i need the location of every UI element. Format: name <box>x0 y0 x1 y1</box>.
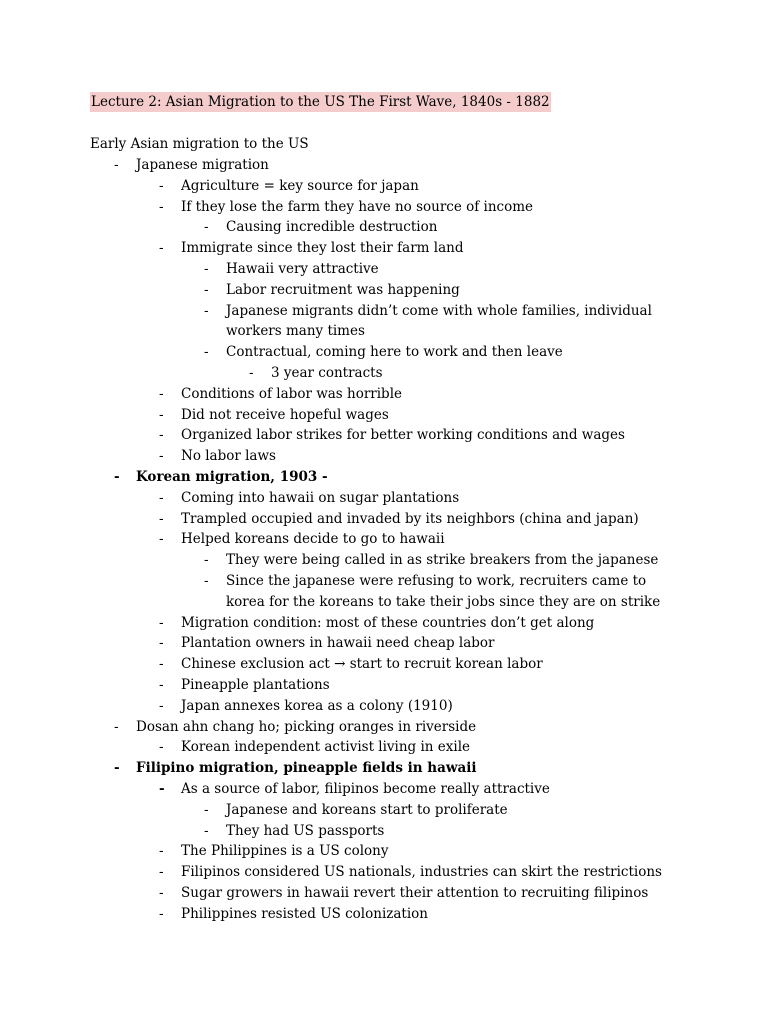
outline-item <box>0 176 768 197</box>
outline-list <box>0 155 768 924</box>
bullet-dash: - <box>204 801 209 818</box>
bullet-dash: - <box>114 760 120 777</box>
bullet-dash: - <box>114 157 119 173</box>
bullet-dash: - <box>159 843 164 860</box>
outline-item <box>0 571 686 613</box>
bullet-dash: - <box>159 510 164 527</box>
outline-item-text: If they lose the farm they have no source of income <box>181 198 534 215</box>
bullet-dash: - <box>204 302 209 319</box>
outline-item-text: Filipinos considered US nationals, industries can skirt the restrictions <box>181 864 662 881</box>
outline-item <box>0 883 768 904</box>
outline-item-text: Agriculture = key source for japan <box>181 177 419 194</box>
bullet-dash: - <box>204 552 209 569</box>
outline-item-text: No labor laws <box>181 448 276 465</box>
outline-item <box>0 509 768 530</box>
outline-item <box>0 675 768 696</box>
outline-item <box>0 467 768 488</box>
outline-item-text: Causing incredible destruction <box>226 219 438 236</box>
outline-item <box>0 550 686 571</box>
outline-item <box>0 301 686 343</box>
bullet-dash: - <box>159 905 164 922</box>
outline-item <box>0 280 686 301</box>
outline-item-text: Migration condition: most of these countries don’t get along <box>181 614 595 631</box>
bullet-dash: - <box>204 572 209 589</box>
outline-item-text: Japanese migration <box>136 157 269 173</box>
bullet-dash: - <box>204 344 209 361</box>
outline-item <box>0 779 768 800</box>
bullet-dash: - <box>159 177 164 194</box>
outline-item-text: Coming into hawaii on sugar plantations <box>181 489 460 506</box>
bullet-dash: - <box>159 697 164 714</box>
outline-item <box>0 613 768 634</box>
outline-item-text: Philippines resisted US colonization <box>181 905 428 922</box>
bullet-dash: - <box>159 385 164 402</box>
outline-item-text: Immigrate since they lost their farm land <box>181 240 464 257</box>
outline-item-text: Chinese exclusion act → start to recruit korean labor <box>181 656 543 673</box>
bullet-dash: - <box>159 864 164 881</box>
bullet-dash: - <box>204 219 209 236</box>
outline-item <box>0 155 768 176</box>
bullet-dash: - <box>159 614 164 631</box>
outline-item-text: They were being called in as strike breakers from the japanese <box>226 552 659 569</box>
outline-item <box>0 529 768 550</box>
outline-item-text: 3 year contracts <box>271 364 383 381</box>
outline-item <box>0 363 768 384</box>
bullet-dash: - <box>159 406 164 423</box>
outline-item <box>0 821 686 842</box>
outline-item <box>0 633 768 654</box>
outline-item-text: Since the japanese were refusing to work, recruiters came to korea for the koreans to take their jobs since they are on strike <box>226 572 661 610</box>
bullet-dash: - <box>249 364 254 381</box>
outline-item <box>0 737 768 758</box>
outline-item <box>0 862 768 883</box>
bullet-dash: - <box>159 240 164 257</box>
outline-item-text: Korean migration, 1903 - <box>136 468 328 485</box>
bullet-dash: - <box>114 718 119 735</box>
outline-item <box>0 758 768 779</box>
outline-item-text: Hawaii very attractive <box>226 260 379 277</box>
outline-item-text: Japan annexes korea as a colony (1910) <box>181 697 453 714</box>
outline-item <box>0 384 768 405</box>
outline-item-text: Filipino migration, pineapple fields in hawaii <box>136 760 477 777</box>
outline-item-text: Conditions of labor was horrible <box>181 385 403 402</box>
bullet-dash: - <box>159 676 164 693</box>
outline-item <box>0 405 768 426</box>
outline-item-text: Labor recruitment was happening <box>226 281 460 298</box>
bullet-dash: - <box>159 884 164 901</box>
bullet-dash: - <box>204 822 209 839</box>
document-title: Lecture 2: Asian Migration to the US The First Wave, 1840s - 1882 <box>91 94 550 110</box>
outline-item <box>0 841 768 862</box>
bullet-dash: - <box>159 780 165 797</box>
outline-item <box>0 446 768 467</box>
outline-item-text: Contractual, coming here to work and then leave <box>226 344 563 361</box>
outline-item <box>0 717 768 738</box>
outline-item <box>0 696 768 717</box>
outline-item-text: Sugar growers in hawaii revert their attention to recruiting filipinos <box>181 884 649 901</box>
outline-item <box>0 904 768 925</box>
bullet-dash: - <box>159 739 164 756</box>
outline-item-text: Korean independent activist living in exile <box>181 739 471 756</box>
outline-item-text: Pineapple plantations <box>181 676 330 693</box>
outline-item-text: Japanese migrants didn’t come with whole families, individual workers many times <box>226 302 652 340</box>
outline-item <box>0 342 686 363</box>
outline-item-text: As a source of labor, filipinos become really attractive <box>181 780 550 797</box>
section-heading: Early Asian migration to the US <box>90 136 309 152</box>
bullet-dash: - <box>114 468 120 485</box>
bullet-dash: - <box>159 427 164 444</box>
outline-item <box>0 217 686 238</box>
bullet-dash: - <box>159 448 164 465</box>
bullet-dash: - <box>159 656 164 673</box>
bullet-dash: - <box>159 635 164 652</box>
outline-item-text: Trampled occupied and invaded by its neighbors (china and japan) <box>181 510 639 527</box>
bullet-dash: - <box>159 531 164 548</box>
outline-item <box>0 197 768 218</box>
outline-item-text: Dosan ahn chang ho; picking oranges in riverside <box>136 718 477 735</box>
bullet-dash: - <box>159 489 164 506</box>
outline-item-text: Plantation owners in hawaii need cheap labor <box>181 635 495 652</box>
bullet-dash: - <box>204 281 209 298</box>
outline-item-text: Organized labor strikes for better working conditions and wages <box>181 427 625 444</box>
outline-item-text: They had US passports <box>226 822 385 839</box>
outline-item <box>0 654 768 675</box>
bullet-dash: - <box>159 198 164 215</box>
outline-item <box>0 488 768 509</box>
outline-item <box>0 425 768 446</box>
outline-item-text: The Philippines is a US colony <box>181 843 389 860</box>
outline-item-text: Helped koreans decide to go to hawaii <box>181 531 445 548</box>
outline-item-text: Did not receive hopeful wages <box>181 406 389 423</box>
outline-item-text: Japanese and koreans start to proliferate <box>226 801 508 818</box>
outline-item <box>0 800 686 821</box>
outline-item <box>0 238 768 259</box>
outline-item <box>0 259 686 280</box>
bullet-dash: - <box>204 260 209 277</box>
